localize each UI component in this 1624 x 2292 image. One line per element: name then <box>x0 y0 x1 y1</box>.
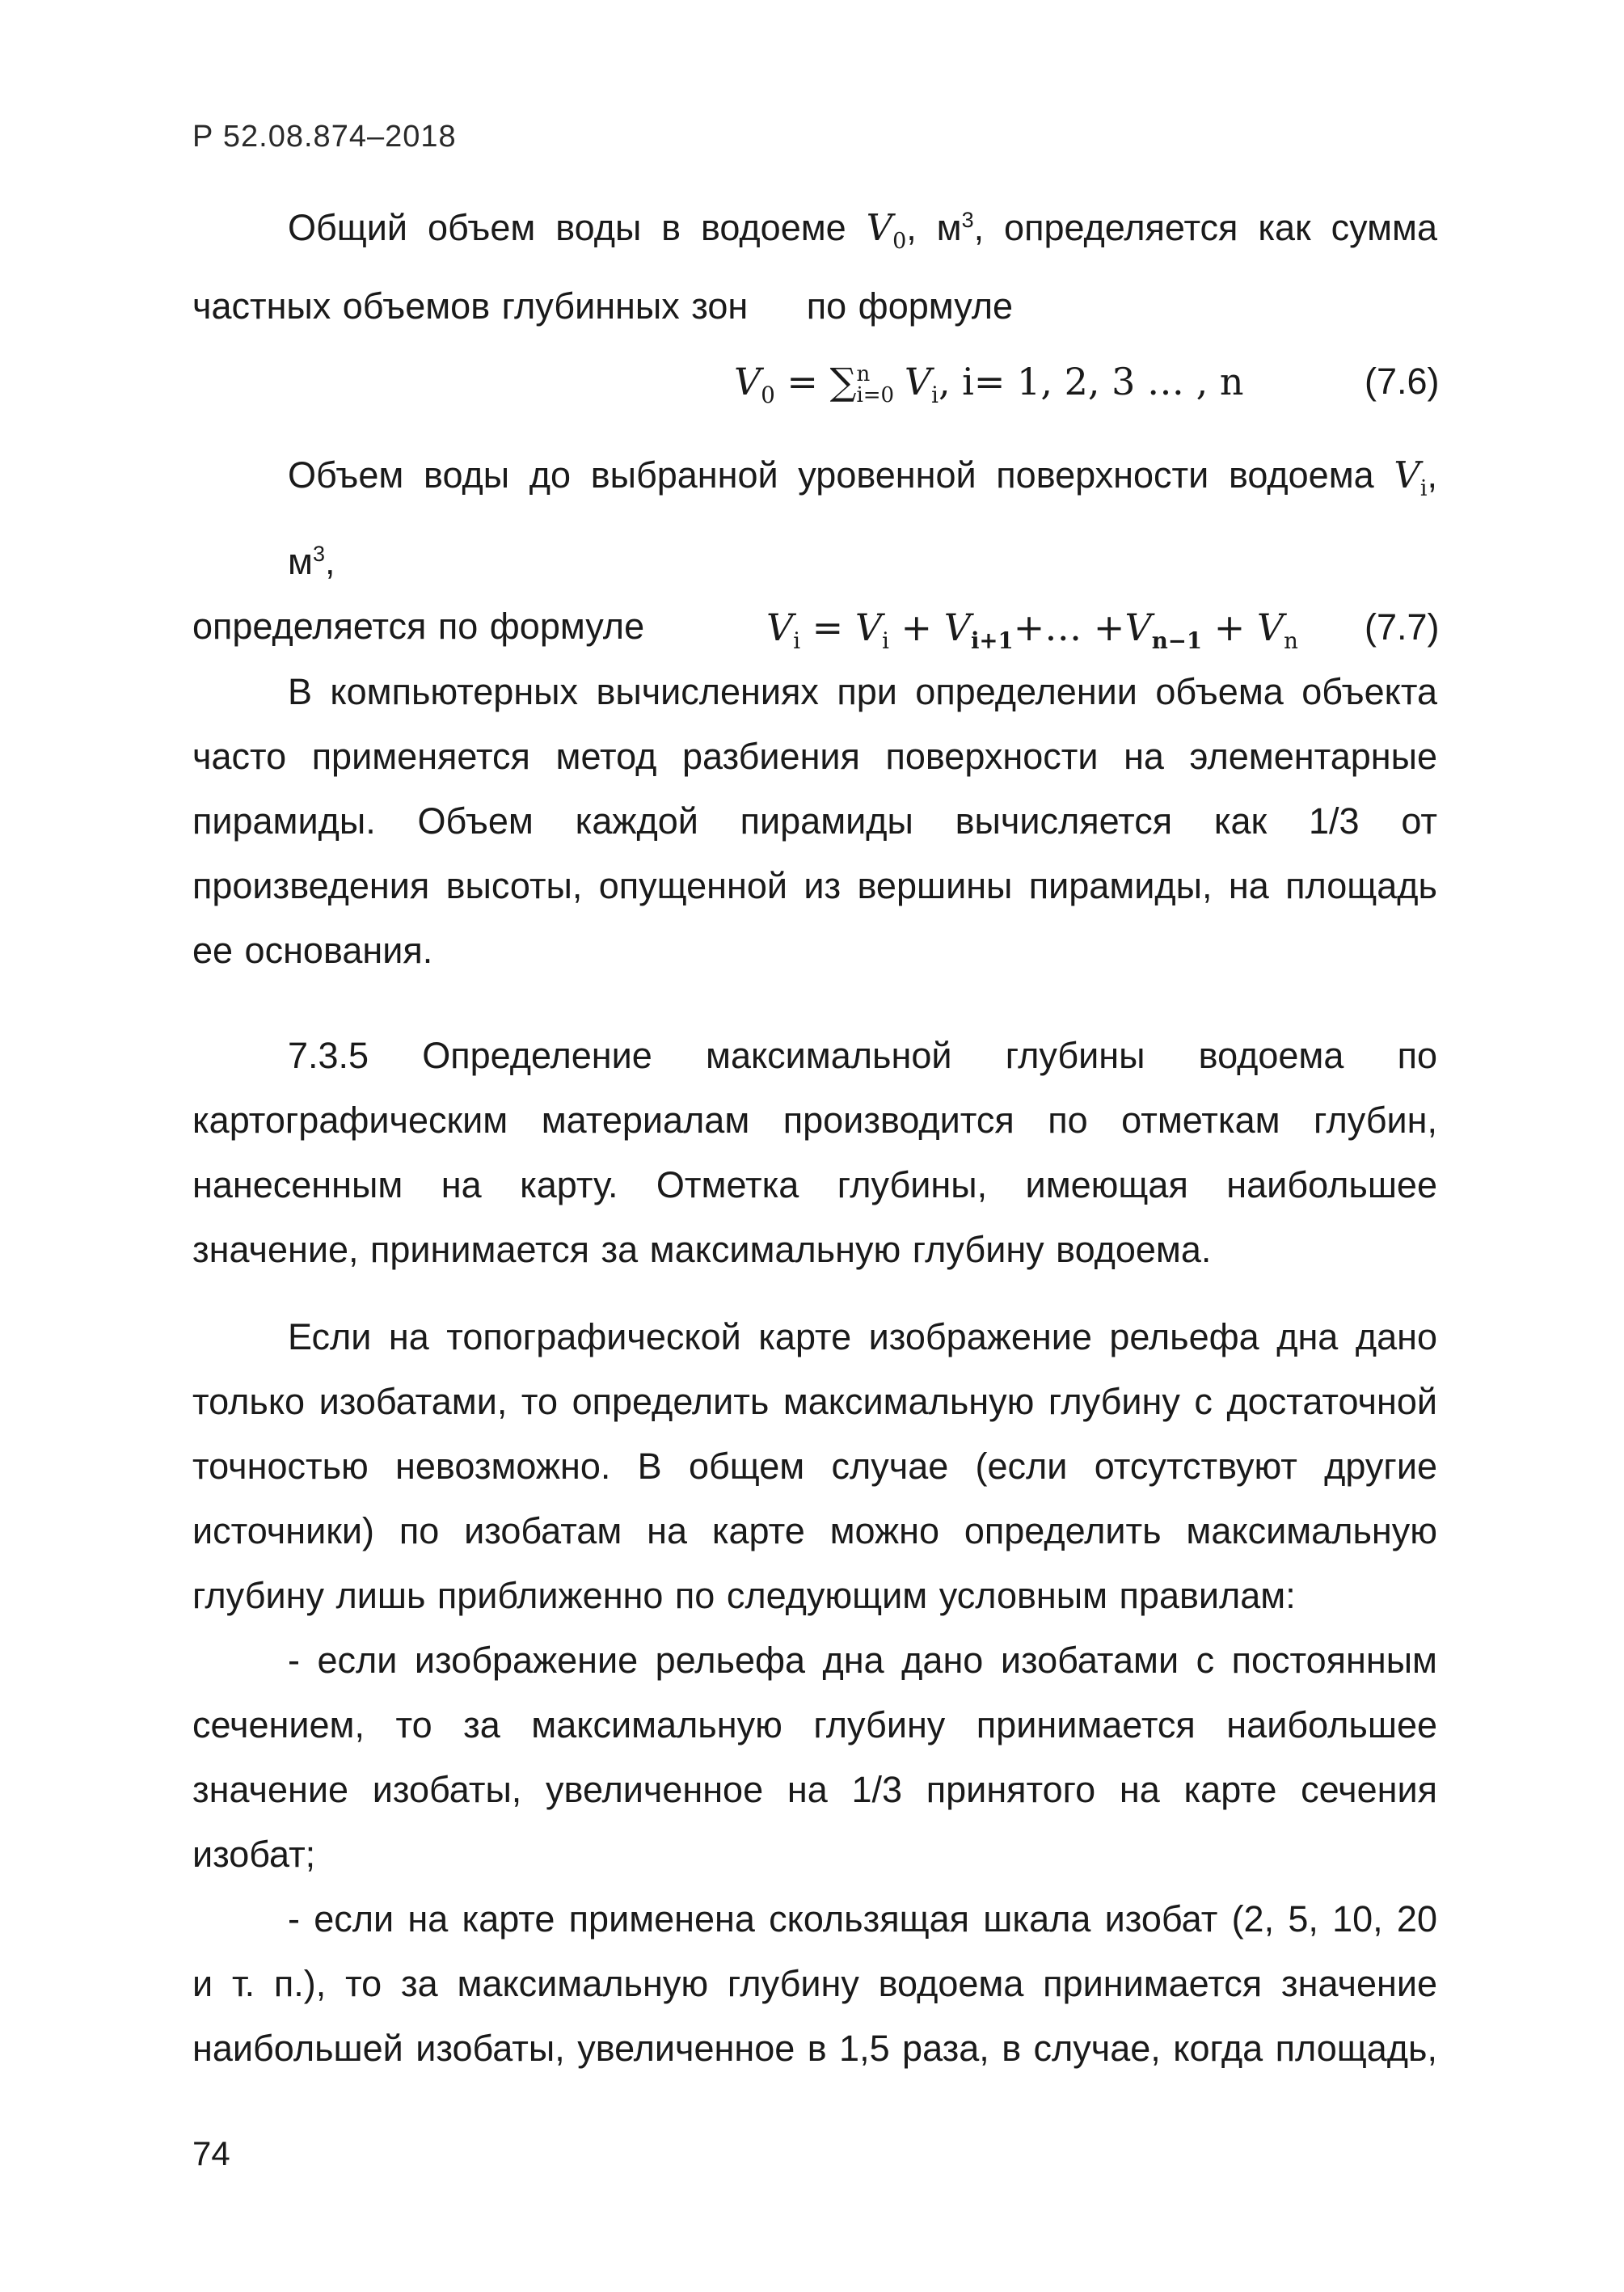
variable-v: V <box>734 360 761 403</box>
paragraph-line: сечением, то за максимальную глубину принимается наибольшее <box>192 1704 1437 1745</box>
paragraph-line <box>192 188 1437 274</box>
subscript: n <box>1284 627 1298 655</box>
paragraph-line: значение, принимается за максимальную глубину водоема. <box>192 1229 1212 1270</box>
equals-sign: = <box>800 606 855 649</box>
text-run: , определяется как сумма <box>973 207 1437 248</box>
paragraph-line: 7.3.5 Определение максимальной глубины водоема по <box>288 1035 1437 1076</box>
paragraph-line: определяется по формуле <box>192 606 645 647</box>
page-number: 74 <box>192 2134 230 2172</box>
paragraph-line: произведения высоты, опущенной из вершины пирамиды, на площадь <box>192 865 1437 906</box>
paragraph-computer-calculation <box>192 660 1437 983</box>
text-run: Общий объем воды в водоеме <box>288 207 846 248</box>
text-run: Объем воды до выбранной уровенной поверхности водоема <box>288 454 1374 496</box>
formula-number-7-6: (7.6) <box>1365 361 1440 402</box>
paragraph-line: Если на топографической карте изображение рельефа дна дано <box>288 1316 1437 1357</box>
paragraph-isobaths <box>192 1305 1437 1628</box>
equals-sign: = <box>774 360 830 403</box>
paragraph-line: точностью невозможно. В общем случае (если отсутствуют другие <box>192 1446 1437 1487</box>
paragraph-line: В компьютерных вычислениях при определении объема объекта <box>288 671 1437 712</box>
text-run: , м <box>288 454 1437 582</box>
variable-v: V <box>866 206 893 249</box>
superscript: 3 <box>961 208 974 232</box>
variable-v: V <box>1256 606 1284 649</box>
ellipsis-plus: +… + <box>1013 606 1125 649</box>
paragraph-line: часто применяется метод разбиения поверхности на элементарные <box>192 736 1437 777</box>
paragraph-line: - если на карте применена скользящая шкала изобат (2, 5, 10, 20 <box>288 1898 1437 1940</box>
lower-limit: i=0 <box>856 382 895 407</box>
formula-7-6 <box>734 349 1243 414</box>
summation-limits <box>856 361 895 407</box>
paragraph-line: нанесенным на карту. Отметка глубины, имеющая наибольшее <box>192 1164 1437 1205</box>
paragraph-line: наибольшей изобаты, увеличенное в 1,5 раза, в случае, когда площадь, <box>192 2028 1437 2069</box>
subscript: i <box>1419 476 1428 501</box>
paragraph-line <box>192 443 1437 594</box>
paragraph-line: источники) по изобатам на карте можно определить максимальную <box>192 1510 1437 1551</box>
formula-number-7-7: (7.7) <box>1365 606 1440 648</box>
plus-sign: + <box>888 606 944 649</box>
subscript: 0 <box>761 382 775 409</box>
subscript: n−1 <box>1151 627 1203 655</box>
paragraph-line: частных объемов глубинных зон по формуле <box>192 285 1013 327</box>
paragraph-line: глубину лишь приближенно по следующим условным правилам: <box>192 1575 1296 1616</box>
subscript: 0 <box>892 229 907 254</box>
paragraph-line: только изобатами, то определить максимальную глубину с достаточной <box>192 1381 1437 1422</box>
variable-v: V <box>1124 606 1152 649</box>
plus-sign: + <box>1202 606 1257 649</box>
list-item-constant-section <box>192 1628 1437 1887</box>
paragraph-7-3-5 <box>192 1024 1437 1282</box>
paragraph-line: значение изобаты, увеличенное на 1/3 принятого на карте сечения <box>192 1769 1437 1810</box>
index-range: , i= 1, 2, 3 … , n <box>938 360 1244 403</box>
upper-limit: n <box>856 361 871 386</box>
text-run: , м <box>906 207 962 248</box>
paragraph-line: - если изображение рельефа дна дано изобатами с постоянным <box>288 1640 1437 1681</box>
variable-v: V <box>766 606 794 649</box>
subscript: i+1 <box>970 627 1014 655</box>
variable-v: V <box>904 360 932 403</box>
subscript: i <box>793 627 801 655</box>
text-run: , <box>324 541 335 582</box>
paragraph-line: пирамиды. Объем каждой пирамиды вычисляется как 1/3 от <box>192 800 1437 842</box>
subscript: i <box>882 627 889 655</box>
paragraph-line: картографическим материалам производится по отметкам глубин, <box>192 1100 1437 1141</box>
paragraph-line: ее основания. <box>192 930 433 971</box>
formula-7-7 <box>766 595 1298 660</box>
subscript: i <box>931 382 939 409</box>
list-item-sliding-scale <box>192 1887 1437 2081</box>
variable-v: V <box>943 606 971 649</box>
variable-v: V <box>854 606 883 649</box>
paragraph-total-volume <box>192 188 1437 339</box>
superscript: 3 <box>312 542 325 566</box>
paragraph-line: изобат; <box>192 1834 316 1875</box>
summation-symbol: ∑ <box>829 360 857 403</box>
paragraph-line: и т. п.), то за максимальную глубину водоема принимается значение <box>192 1963 1437 2004</box>
variable-v: V <box>1394 454 1420 496</box>
document-code-header: Р 52.08.874–2018 <box>192 120 457 154</box>
